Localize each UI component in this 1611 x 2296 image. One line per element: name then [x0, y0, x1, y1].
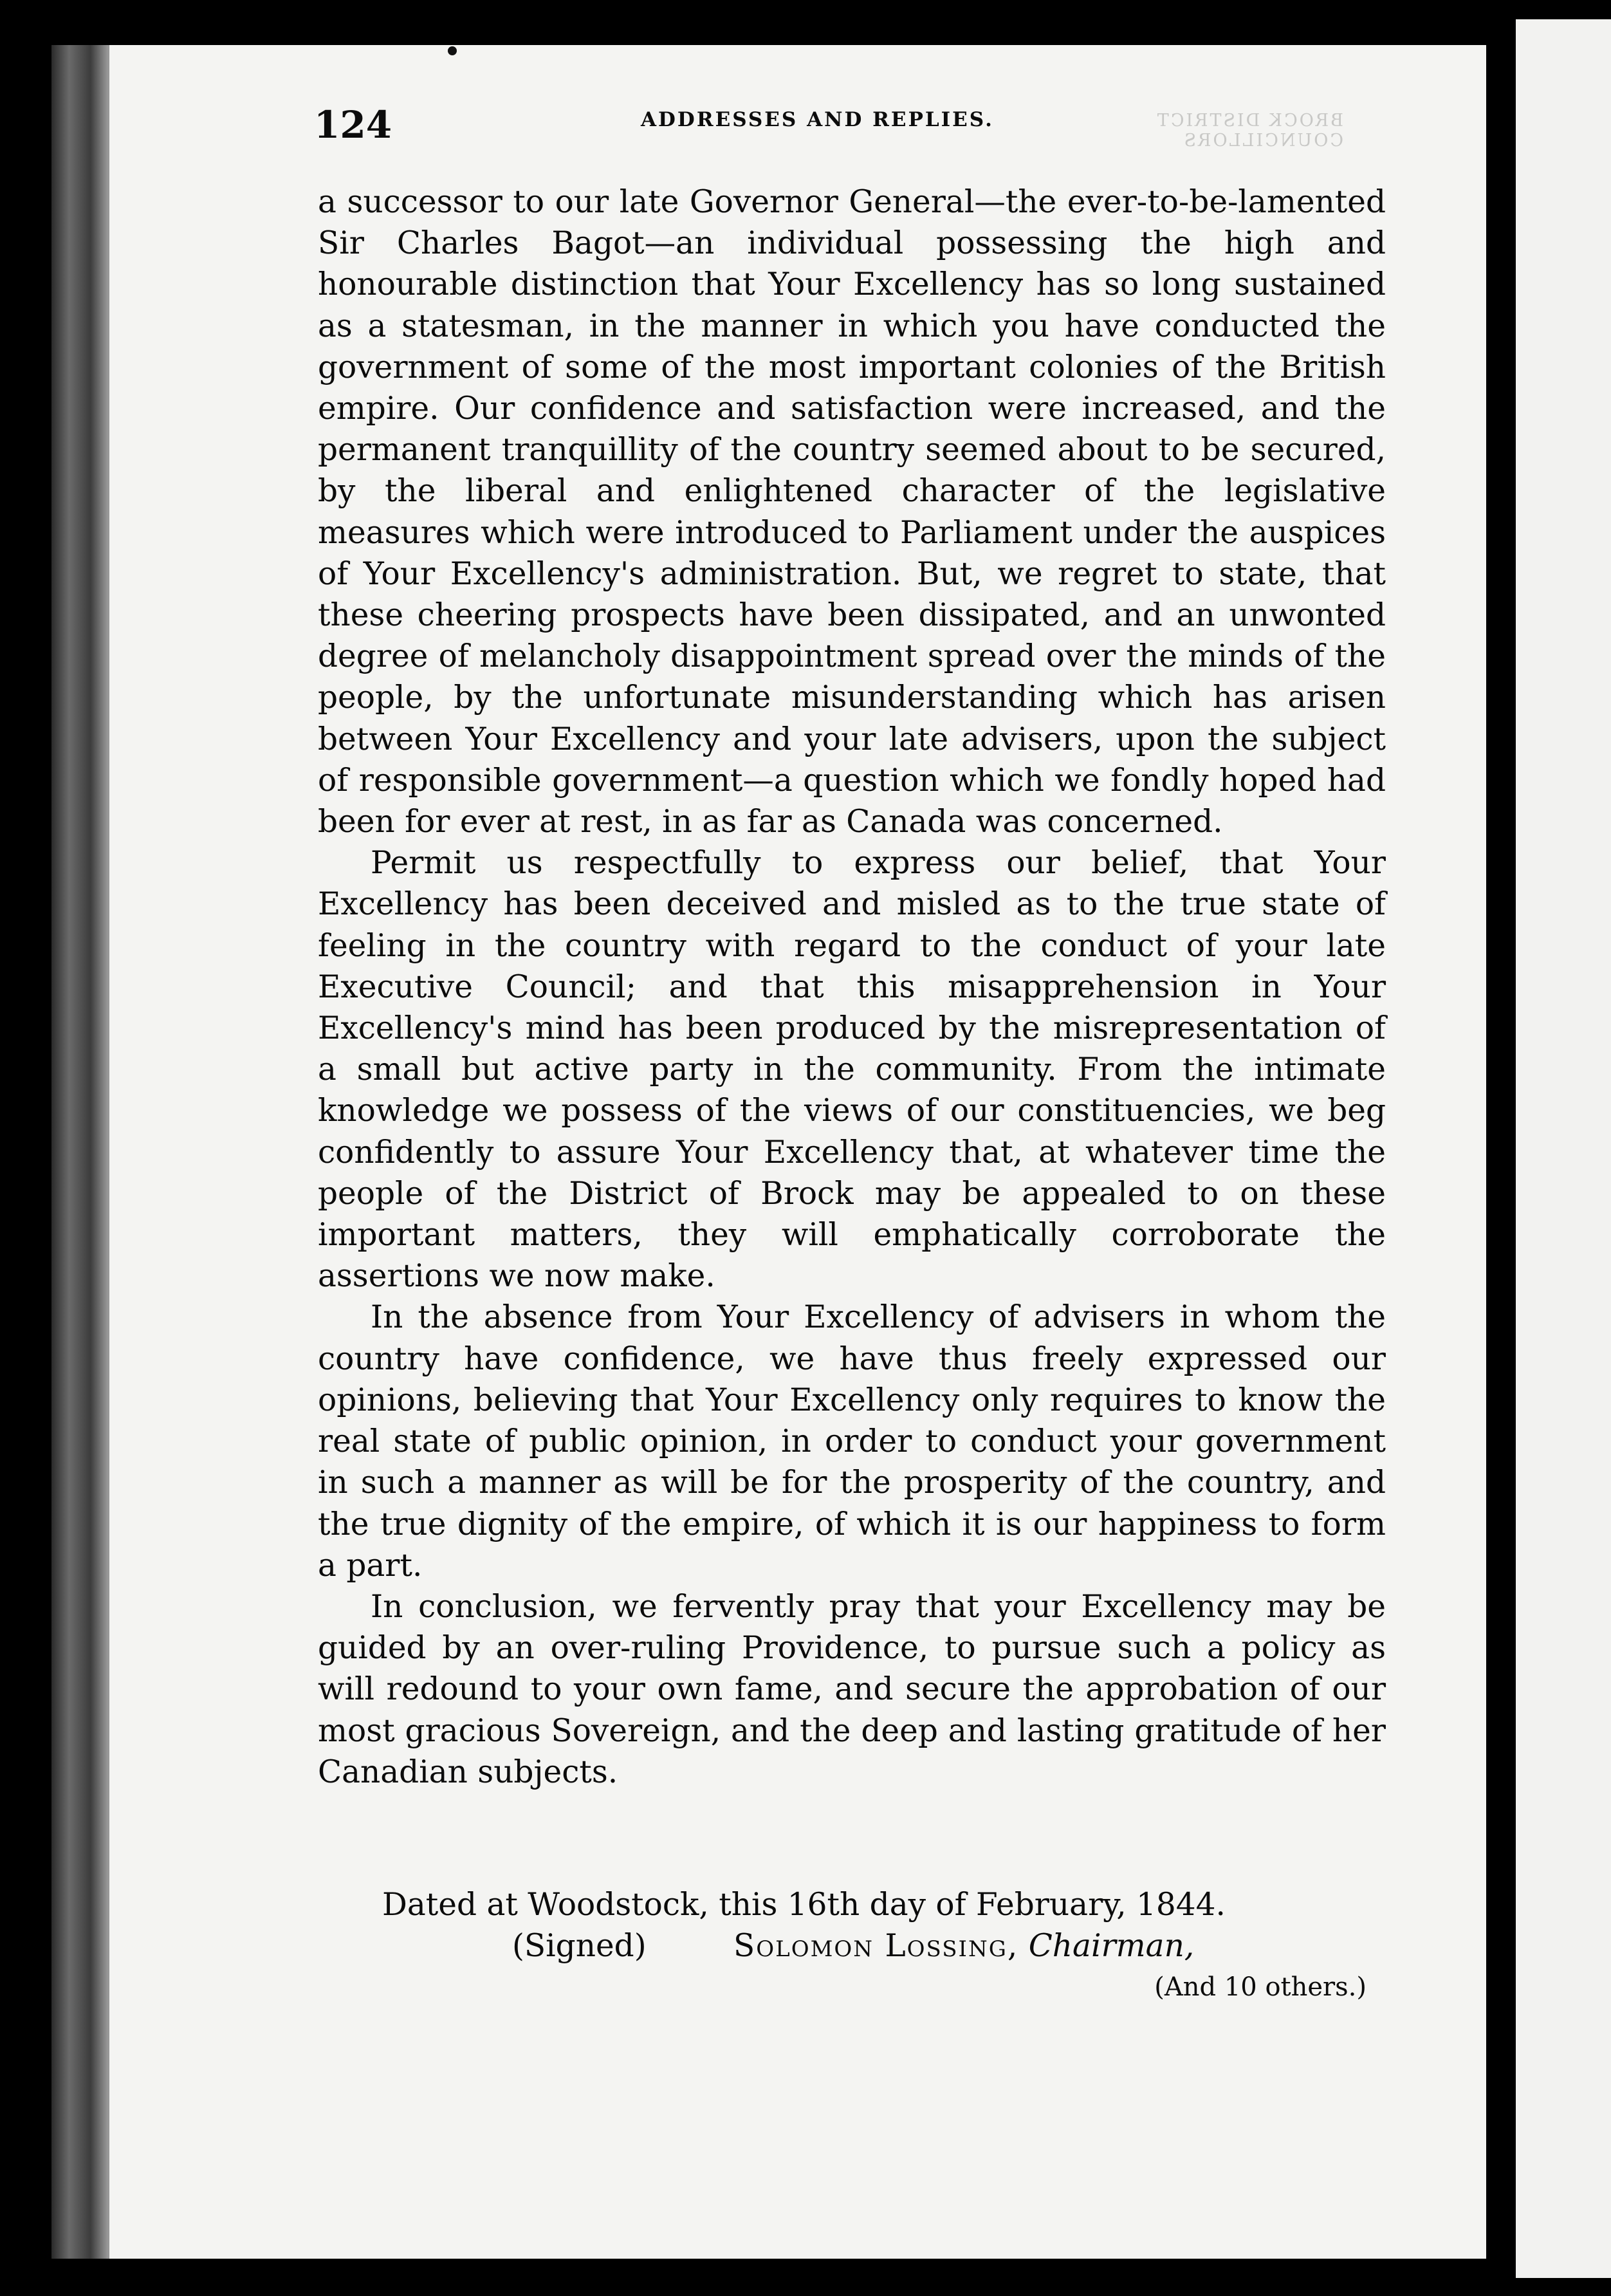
adjacent-page-edge — [1516, 19, 1611, 2278]
signature-line — [318, 1925, 1386, 1967]
bleed-through-heading: BROCK DISTRICT COUNCILLORS — [1155, 111, 1343, 151]
page-number: 124 — [314, 103, 392, 147]
paragraph-4: In conclusion, we fervently pray that your Excellency may be guided by an over-ruling Providence, to pursue such a policy as will redound to your own fame, and secure the approbation of our most gracious Sovereign, and the deep and lasting gratitude of her Canadian subjects. — [318, 1588, 1386, 1790]
running-head: ADDRESSES AND REPLIES. — [641, 108, 994, 131]
others-note: (And 10 others.) — [1154, 1972, 1367, 2003]
page-header — [314, 97, 1343, 154]
body-text — [318, 181, 1386, 1793]
signer-name: Solomon Lossing, — [733, 1928, 1019, 1965]
signed-label: (Signed) — [512, 1928, 647, 1965]
paragraph-2: Permit us respectfully to express our belief, that Your Excellency has been deceived and misled as to the true state of feeling in the country with regard to the conduct of your late Executive Council; and that this misapprehension in Your Excellency's mind has been produced by the misrepresentation of a small but active party in the community. From the intimate knowledge we possess of the views of our constituencies, we beg confidently to assure Your Excellency that, at whatever time the people of the District of Brock may be appealed to on these important matters, they will emphatically corroborate the assertions we now make. — [318, 845, 1386, 1295]
signer-role: Chairman, — [1028, 1928, 1195, 1965]
paragraph-3: In the absence from Your Excellency of advisers in whom the country have confidence, we have thus freely expressed our opinions, believing that Your Excellency only requires to know the real state of public opinion, in order to conduct your government in such a manner as will be for the prosperity of the country, and the true dignity of the empire, of which it is our happiness to form a part. — [318, 1299, 1386, 1584]
closing-block — [318, 1884, 1386, 2008]
dated-line: Dated at Woodstock, this 16th day of February, 1844. — [382, 1887, 1226, 1923]
paragraph-1: a successor to our late Governor General—the ever-to-be-lamented Sir Charles Bagot—an individual possessing the high and honourable distinction that Your Excellency has so long sustained as a statesman, in the manner in which you have conducted the government of some of the most important colonies of the British empire. Our confidence and satisfaction were increased, and the permanent tranquillity of the country seemed about to be secured, by the liberal and enlightened character of the legislative measures which were introduced to Parliament under the auspices of Your Excellency's administration. But, we regret to state, that these cheering prospects have been dissipated, and an unwonted degree of melancholy disappointment spread over the minds of the people, by the unfortunate misunderstanding which has arisen between Your Excellency and your late advisers, upon the subject of responsible government—a question which we fondly hoped had been for ever at rest, in as far as Canada was concerned. — [318, 184, 1386, 840]
ink-dot-mark — [448, 46, 457, 55]
